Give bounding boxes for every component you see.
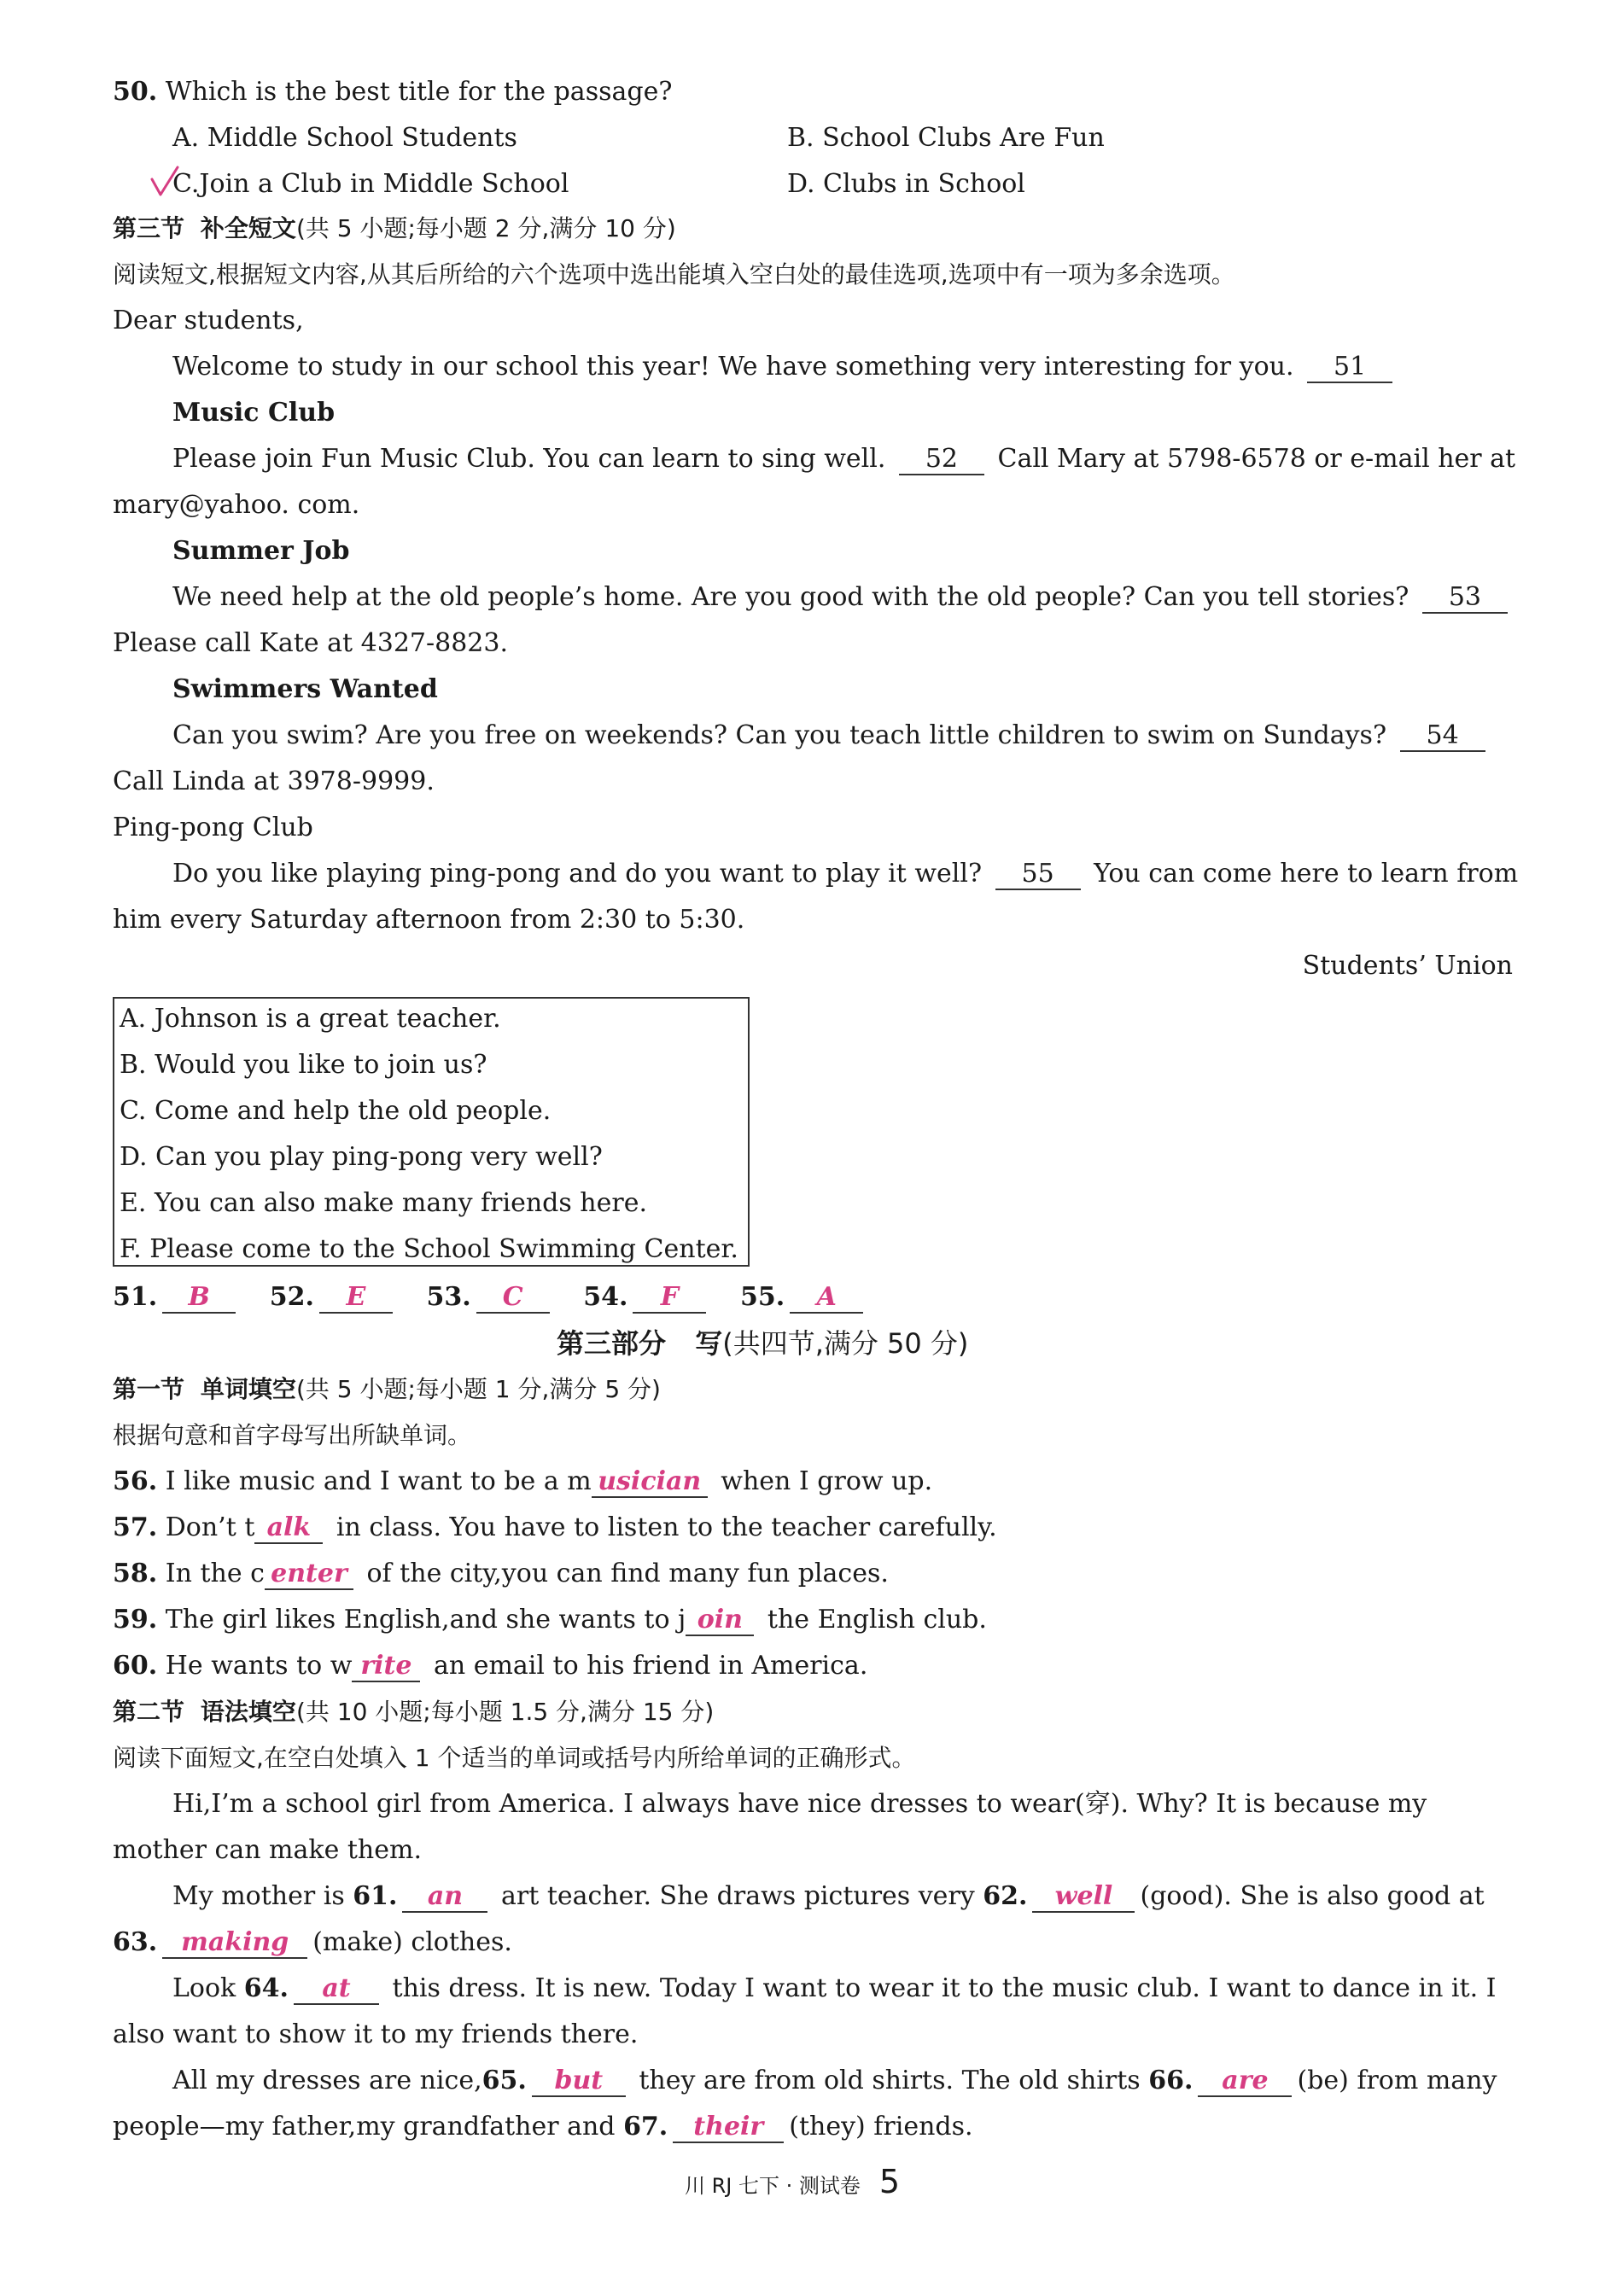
page-footer <box>685 2161 900 2202</box>
pingpong-text <box>172 857 1518 891</box>
grammar-p4-line1 <box>172 2064 1497 2098</box>
passage-greeting: Dear students, <box>113 306 304 335</box>
vocab-item-56 <box>113 1465 932 1499</box>
vocab-item-58 <box>113 1557 889 1591</box>
vocab-60-after: an email to his friend in America. <box>433 1651 868 1681</box>
section3-instruction: 阅读短文,根据短文内容,从其后所给的六个选项中选出能填入空白处的最佳选项,选项中有一项为多余选项。 <box>113 260 1235 288</box>
swimmers-contact: Call Linda at 3978-9999. <box>113 766 435 796</box>
vocab-58-before: In the c <box>165 1559 265 1588</box>
pingpong-line2: him every Saturday afternoon from 2:30 to 5:30. <box>113 905 745 935</box>
answer-64: at <box>294 1974 379 2005</box>
blank-52: 52 <box>899 445 984 475</box>
vocab-item-60 <box>113 1649 867 1683</box>
vocab-59-answer: oin <box>686 1605 754 1636</box>
vocab-57-after: in class. You have to listen to the teacher carefully. <box>336 1512 997 1542</box>
swimmers-heading: Swimmers Wanted <box>172 674 438 704</box>
q50-option-c-text: Join a Club in Middle School <box>199 169 569 199</box>
blank-61-number: 61. <box>353 1881 398 1911</box>
signature: Students’ Union <box>1302 951 1513 981</box>
grammar-p4-b: they are from old shirts. The old shirts <box>639 2066 1141 2095</box>
grammar-p4-line2 <box>113 2110 973 2144</box>
music-club-heading: Music Club <box>172 398 336 428</box>
option-b: B. Would you like to join us? <box>120 1050 487 1080</box>
vocab-59-after: the English club. <box>767 1605 987 1635</box>
pingpong-heading: Ping-pong Club <box>113 813 313 842</box>
vocab-57-answer: alk <box>254 1513 323 1544</box>
grammar-p4-e: (they) friends. <box>789 2112 973 2142</box>
grammar-p3-line1 <box>172 1972 1497 2006</box>
vocab-58-number: 58. <box>113 1559 158 1588</box>
section3-name: 补全短文 <box>200 214 296 242</box>
answer-55-number: 55. <box>740 1282 785 1312</box>
check-mark-icon <box>150 166 181 200</box>
answer-66: are <box>1198 2066 1292 2097</box>
answer-65: but <box>532 2066 626 2097</box>
passage-intro-text: Welcome to study in our school this year! We have something very interesting for you. <box>172 352 1294 382</box>
answer-54-number: 54. <box>583 1282 628 1312</box>
grammar-p1-line2: mother can make them. <box>113 1835 422 1865</box>
music-club-email: mary@yahoo. com. <box>113 490 360 520</box>
vocab-name: 单词填空 <box>200 1375 296 1403</box>
vocab-56-before: I like music and I want to be a m <box>165 1466 592 1496</box>
summer-job-text <box>172 580 1513 615</box>
summer-job-sentence: We need help at the old people’s home. Are you good with the old people? Can you tell stories? <box>172 582 1409 612</box>
q50-text: Which is the best title for the passage? <box>165 77 673 107</box>
grammar-name: 语法填空 <box>200 1698 296 1726</box>
answer-52: E <box>319 1283 393 1314</box>
blank-54: 54 <box>1400 721 1485 752</box>
q50-option-c-letter: C. <box>172 169 200 199</box>
part3-title <box>557 1326 968 1361</box>
option-a: A. Johnson is a great teacher. <box>120 1004 501 1034</box>
answer-53-number: 53. <box>426 1282 471 1312</box>
answer-51: B <box>162 1283 236 1314</box>
passage-intro <box>172 350 1398 384</box>
grammar-p4-c: (be) from many <box>1297 2066 1497 2095</box>
vocab-item-57 <box>113 1511 997 1545</box>
grammar-p3-b: this dress. It is new. Today I want to wear it to the music club. I want to dance in it. I <box>392 1973 1497 2003</box>
answer-63: making <box>162 1928 307 1959</box>
section3-header <box>113 212 676 246</box>
grammar-header <box>113 1695 714 1729</box>
grammar-p2-c: (good). She is also good at <box>1140 1881 1485 1911</box>
part3-label: 第三部分 <box>557 1327 667 1360</box>
q50-option-a: A. Middle School Students <box>172 123 517 153</box>
grammar-instruction: 阅读下面短文,在空白处填入 1 个适当的单词或括号内所给单词的正确形式。 <box>113 1744 916 1772</box>
vocab-title: 第一节 <box>113 1375 185 1403</box>
vocab-60-number: 60. <box>113 1651 158 1681</box>
answer-55: A <box>790 1283 863 1314</box>
grammar-p2-line1 <box>172 1879 1485 1914</box>
option-c: C. Come and help the old people. <box>120 1096 552 1126</box>
blank-64-number: 64. <box>243 1973 289 2003</box>
vocab-59-before: The girl likes English,and she wants to j <box>165 1605 686 1635</box>
page-number: 5 <box>878 2163 901 2200</box>
q50-option-d: D. Clubs in School <box>787 169 1025 199</box>
vocab-58-after: of the city,you can find many fun places. <box>366 1559 889 1588</box>
vocab-60-answer: rite <box>352 1652 420 1682</box>
blank-65-number: 65. <box>482 2066 527 2095</box>
option-e: E. You can also make many friends here. <box>120 1188 648 1218</box>
q50-option-b: B. School Clubs Are Fun <box>787 123 1105 153</box>
q50-stem <box>113 75 672 109</box>
vocab-58-answer: enter <box>265 1559 353 1590</box>
vocab-56-number: 56. <box>113 1466 158 1496</box>
pingpong-after: You can come here to learn from <box>1094 859 1519 889</box>
vocab-56-after: when I grow up. <box>721 1466 933 1496</box>
vocab-57-before: Don’t t <box>165 1512 255 1542</box>
grammar-p4-a: All my dresses are nice, <box>172 2066 482 2095</box>
vocab-instruction: 根据句意和首字母写出所缺单词。 <box>113 1421 472 1449</box>
music-club-text <box>172 442 1515 476</box>
vocab-57-number: 57. <box>113 1512 158 1542</box>
grammar-p2-a: My mother is <box>172 1881 345 1911</box>
vocab-header <box>113 1372 661 1407</box>
q50-number: 50. <box>113 77 158 107</box>
grammar-p3-a: Look <box>172 1973 236 2003</box>
grammar-p4-d: people—my father,my grandfather and <box>113 2112 616 2142</box>
answer-54: F <box>633 1283 706 1314</box>
grammar-p1-line1: Hi,I’m a school girl from America. I always have nice dresses to wear(穿). Why? It is because my <box>172 1789 1427 1819</box>
summer-job-heading: Summer Job <box>172 536 350 566</box>
music-club-contact: Call Mary at 5798-6578 or e-mail her at <box>997 444 1516 474</box>
pingpong-sentence: Do you like playing ping-pong and do you want to play it well? <box>172 859 983 889</box>
grammar-p2-b: art teacher. She draws pictures very <box>501 1881 975 1911</box>
grammar-title: 第二节 <box>113 1698 185 1726</box>
blank-51: 51 <box>1307 353 1392 383</box>
vocab-item-59 <box>113 1603 987 1637</box>
answer-67: their <box>673 2112 784 2143</box>
answers-51-55 <box>113 1280 868 1314</box>
blank-53: 53 <box>1422 583 1508 614</box>
footer-label: 川 RJ 七下 · 测试卷 <box>685 2174 861 2198</box>
q50-option-c <box>172 167 569 201</box>
grammar-p2-line2 <box>113 1926 512 1960</box>
grammar-score: (共 10 小题;每小题 1.5 分,满分 15 分) <box>295 1698 715 1726</box>
vocab-60-before: He wants to w <box>165 1651 353 1681</box>
blank-66-number: 66. <box>1148 2066 1194 2095</box>
grammar-p3-line2: also want to show it to my friends there. <box>113 2019 639 2049</box>
section3-score: (共 5 小题;每小题 2 分,满分 10 分) <box>295 214 676 242</box>
option-d: D. Can you play ping-pong very well? <box>120 1142 603 1172</box>
blank-67-number: 67. <box>623 2112 668 2142</box>
blank-55: 55 <box>995 860 1081 890</box>
vocab-59-number: 59. <box>113 1605 158 1635</box>
swimmers-text <box>172 719 1491 753</box>
blank-63-number: 63. <box>113 1927 158 1957</box>
swimmers-sentence: Can you swim? Are you free on weekends? Can you teach little children to swim on Sundays? <box>172 720 1387 750</box>
summer-job-contact: Please call Kate at 4327-8823. <box>113 628 509 658</box>
answer-53: C <box>476 1283 550 1314</box>
blank-62-number: 62. <box>983 1881 1028 1911</box>
answer-62: well <box>1032 1882 1135 1913</box>
option-f: F. Please come to the School Swimming Center. <box>120 1234 738 1264</box>
grammar-p2-d: (make) clothes. <box>312 1927 512 1957</box>
vocab-56-answer: usician <box>592 1467 708 1498</box>
part3-score: (共四节,满分 50 分) <box>722 1327 969 1360</box>
options-box <box>113 997 750 1267</box>
music-club-sentence: Please join Fun Music Club. You can learn to sing well. <box>172 444 886 474</box>
answer-61: an <box>402 1882 487 1913</box>
answer-51-number: 51. <box>113 1282 158 1312</box>
section3-title: 第三节 <box>113 214 185 242</box>
vocab-score: (共 5 小题;每小题 1 分,满分 5 分) <box>295 1375 661 1403</box>
part3-name: 写 <box>695 1327 723 1360</box>
answer-52-number: 52. <box>269 1282 314 1312</box>
